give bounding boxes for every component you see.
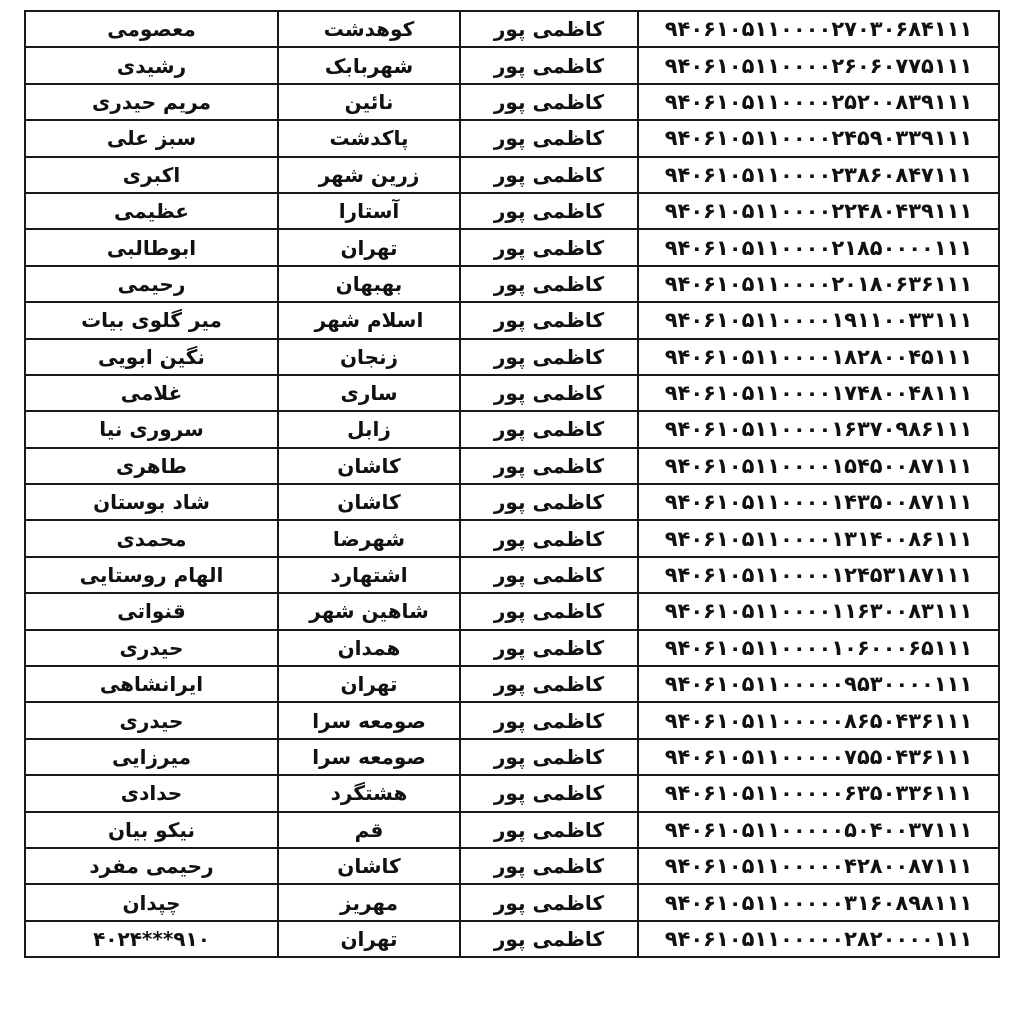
family-cell: کاظمی پور — [460, 193, 638, 229]
city-cell: همدان — [278, 630, 460, 666]
family-cell: کاظمی پور — [460, 11, 638, 47]
code-cell: ۹۴۰۶۱۰۵۱۱۰۰۰۰۰۲۸۲۰۰۰۰۱۱۱ — [638, 921, 999, 957]
table-row — [25, 302, 999, 338]
city-cell: کاشان — [278, 848, 460, 884]
table-row — [25, 666, 999, 702]
name-cell: نگین ابویی — [25, 339, 278, 375]
table-row — [25, 775, 999, 811]
family-cell: کاظمی پور — [460, 702, 638, 738]
family-cell: کاظمی پور — [460, 739, 638, 775]
table-row — [25, 266, 999, 302]
family-cell: کاظمی پور — [460, 593, 638, 629]
table-row — [25, 11, 999, 47]
table-row — [25, 375, 999, 411]
family-cell: کاظمی پور — [460, 666, 638, 702]
name-cell: اکبری — [25, 157, 278, 193]
name-cell: حیدری — [25, 630, 278, 666]
family-cell: کاظمی پور — [460, 884, 638, 920]
city-cell: ساری — [278, 375, 460, 411]
code-cell: ۹۴۰۶۱۰۵۱۱۰۰۰۰۱۶۳۷۰۹۸۶۱۱۱ — [638, 411, 999, 447]
code-cell: ۹۴۰۶۱۰۵۱۱۰۰۰۰۲۵۲۰۰۸۳۹۱۱۱ — [638, 84, 999, 120]
city-cell: هشتگرد — [278, 775, 460, 811]
code-cell: ۹۴۰۶۱۰۵۱۱۰۰۰۰۲۲۴۸۰۴۳۹۱۱۱ — [638, 193, 999, 229]
code-cell: ۹۴۰۶۱۰۵۱۱۰۰۰۰۱۰۶۰۰۰۶۵۱۱۱ — [638, 630, 999, 666]
family-cell: کاظمی پور — [460, 229, 638, 265]
city-cell: بهبهان — [278, 266, 460, 302]
name-cell: معصومی — [25, 11, 278, 47]
family-cell: کاظمی پور — [460, 266, 638, 302]
registry-sheet — [24, 10, 1000, 958]
family-cell: کاظمی پور — [460, 520, 638, 556]
code-cell: ۹۴۰۶۱۰۵۱۱۰۰۰۰۰۷۵۵۰۴۳۶۱۱۱ — [638, 739, 999, 775]
family-cell: کاظمی پور — [460, 484, 638, 520]
table-row — [25, 812, 999, 848]
table-row — [25, 47, 999, 83]
code-cell: ۹۴۰۶۱۰۵۱۱۰۰۰۰۰۴۲۸۰۰۸۷۱۱۱ — [638, 848, 999, 884]
city-cell: شهرضا — [278, 520, 460, 556]
code-cell: ۹۴۰۶۱۰۵۱۱۰۰۰۰۱۵۴۵۰۰۸۷۱۱۱ — [638, 448, 999, 484]
code-cell: ۹۴۰۶۱۰۵۱۱۰۰۰۰۱۱۶۳۰۰۸۳۱۱۱ — [638, 593, 999, 629]
family-cell: کاظمی پور — [460, 448, 638, 484]
city-cell: مهریز — [278, 884, 460, 920]
family-cell: کاظمی پور — [460, 339, 638, 375]
city-cell: کاشان — [278, 448, 460, 484]
table-row — [25, 520, 999, 556]
name-cell: قنواتی — [25, 593, 278, 629]
family-cell: کاظمی پور — [460, 411, 638, 447]
name-cell: الهام روستایی — [25, 557, 278, 593]
code-cell: ۹۴۰۶۱۰۵۱۱۰۰۰۰۲۱۸۵۰۰۰۰۱۱۱ — [638, 229, 999, 265]
name-cell: مریم حیدری — [25, 84, 278, 120]
code-cell: ۹۴۰۶۱۰۵۱۱۰۰۰۰۱۸۲۸۰۰۴۵۱۱۱ — [638, 339, 999, 375]
table-row — [25, 193, 999, 229]
family-cell: کاظمی پور — [460, 812, 638, 848]
table-row — [25, 921, 999, 957]
name-cell: میرزایی — [25, 739, 278, 775]
name-cell: رحیمی مفرد — [25, 848, 278, 884]
name-cell: محمدی — [25, 520, 278, 556]
code-cell: ۹۴۰۶۱۰۵۱۱۰۰۰۰۲۷۰۳۰۶۸۴۱۱۱ — [638, 11, 999, 47]
city-cell: قم — [278, 812, 460, 848]
city-cell: پاکدشت — [278, 120, 460, 156]
table-row — [25, 229, 999, 265]
city-cell: نائین — [278, 84, 460, 120]
family-cell: کاظمی پور — [460, 47, 638, 83]
code-cell: ۹۴۰۶۱۰۵۱۱۰۰۰۰۱۹۱۱۰۰۳۳۱۱۱ — [638, 302, 999, 338]
table-row — [25, 630, 999, 666]
name-cell: حدادی — [25, 775, 278, 811]
name-cell: ایرانشاهی — [25, 666, 278, 702]
code-cell: ۹۴۰۶۱۰۵۱۱۰۰۰۰۲۰۱۸۰۶۳۶۱۱۱ — [638, 266, 999, 302]
family-cell: کاظمی پور — [460, 921, 638, 957]
code-cell: ۹۴۰۶۱۰۵۱۱۰۰۰۰۱۷۴۸۰۰۴۸۱۱۱ — [638, 375, 999, 411]
city-cell: اسلام شهر — [278, 302, 460, 338]
city-cell: تهران — [278, 666, 460, 702]
code-cell: ۹۴۰۶۱۰۵۱۱۰۰۰۰۲۴۵۹۰۳۳۹۱۱۱ — [638, 120, 999, 156]
table-row — [25, 339, 999, 375]
city-cell: آستارا — [278, 193, 460, 229]
registry-table-body — [25, 11, 999, 957]
city-cell: تهران — [278, 229, 460, 265]
city-cell: زنجان — [278, 339, 460, 375]
name-cell: رحیمی — [25, 266, 278, 302]
name-cell: ۹۱۰***۴۰۲۴ — [25, 921, 278, 957]
family-cell: کاظمی پور — [460, 557, 638, 593]
name-cell: میر گلوی بیات — [25, 302, 278, 338]
city-cell: کاشان — [278, 484, 460, 520]
name-cell: رشیدی — [25, 47, 278, 83]
code-cell: ۹۴۰۶۱۰۵۱۱۰۰۰۰۰۶۳۵۰۳۳۶۱۱۱ — [638, 775, 999, 811]
table-row — [25, 411, 999, 447]
name-cell: غلامی — [25, 375, 278, 411]
family-cell: کاظمی پور — [460, 120, 638, 156]
table-row — [25, 157, 999, 193]
city-cell: صومعه سرا — [278, 702, 460, 738]
code-cell: ۹۴۰۶۱۰۵۱۱۰۰۰۰۱۲۴۵۳۱۸۷۱۱۱ — [638, 557, 999, 593]
name-cell: سروری نیا — [25, 411, 278, 447]
city-cell: اشتهارد — [278, 557, 460, 593]
name-cell: چپدان — [25, 884, 278, 920]
table-row — [25, 884, 999, 920]
city-cell: زابل — [278, 411, 460, 447]
name-cell: شاد بوستان — [25, 484, 278, 520]
registry-table — [24, 10, 1000, 958]
city-cell: شاهین شهر — [278, 593, 460, 629]
name-cell: نیکو بیان — [25, 812, 278, 848]
name-cell: حیدری — [25, 702, 278, 738]
code-cell: ۹۴۰۶۱۰۵۱۱۰۰۰۰۰۸۶۵۰۴۳۶۱۱۱ — [638, 702, 999, 738]
code-cell: ۹۴۰۶۱۰۵۱۱۰۰۰۰۰۹۵۳۰۰۰۰۱۱۱ — [638, 666, 999, 702]
family-cell: کاظمی پور — [460, 157, 638, 193]
family-cell: کاظمی پور — [460, 375, 638, 411]
family-cell: کاظمی پور — [460, 302, 638, 338]
family-cell: کاظمی پور — [460, 848, 638, 884]
table-row — [25, 593, 999, 629]
table-row — [25, 702, 999, 738]
code-cell: ۹۴۰۶۱۰۵۱۱۰۰۰۰۱۴۳۵۰۰۸۷۱۱۱ — [638, 484, 999, 520]
city-cell: صومعه سرا — [278, 739, 460, 775]
family-cell: کاظمی پور — [460, 630, 638, 666]
code-cell: ۹۴۰۶۱۰۵۱۱۰۰۰۰۱۳۱۴۰۰۸۶۱۱۱ — [638, 520, 999, 556]
city-cell: زرین شهر — [278, 157, 460, 193]
code-cell: ۹۴۰۶۱۰۵۱۱۰۰۰۰۰۵۰۴۰۰۳۷۱۱۱ — [638, 812, 999, 848]
table-row — [25, 557, 999, 593]
family-cell: کاظمی پور — [460, 84, 638, 120]
code-cell: ۹۴۰۶۱۰۵۱۱۰۰۰۰۰۳۱۶۰۸۹۸۱۱۱ — [638, 884, 999, 920]
name-cell: سبز علی — [25, 120, 278, 156]
city-cell: کوهدشت — [278, 11, 460, 47]
name-cell: ابوطالبی — [25, 229, 278, 265]
table-row — [25, 120, 999, 156]
table-row — [25, 848, 999, 884]
table-row — [25, 448, 999, 484]
name-cell: عظیمی — [25, 193, 278, 229]
name-cell: طاهری — [25, 448, 278, 484]
table-row — [25, 484, 999, 520]
table-row — [25, 739, 999, 775]
family-cell: کاظمی پور — [460, 775, 638, 811]
city-cell: تهران — [278, 921, 460, 957]
table-row — [25, 84, 999, 120]
city-cell: شهربابک — [278, 47, 460, 83]
code-cell: ۹۴۰۶۱۰۵۱۱۰۰۰۰۲۶۰۶۰۷۷۵۱۱۱ — [638, 47, 999, 83]
code-cell: ۹۴۰۶۱۰۵۱۱۰۰۰۰۲۳۸۶۰۸۴۷۱۱۱ — [638, 157, 999, 193]
